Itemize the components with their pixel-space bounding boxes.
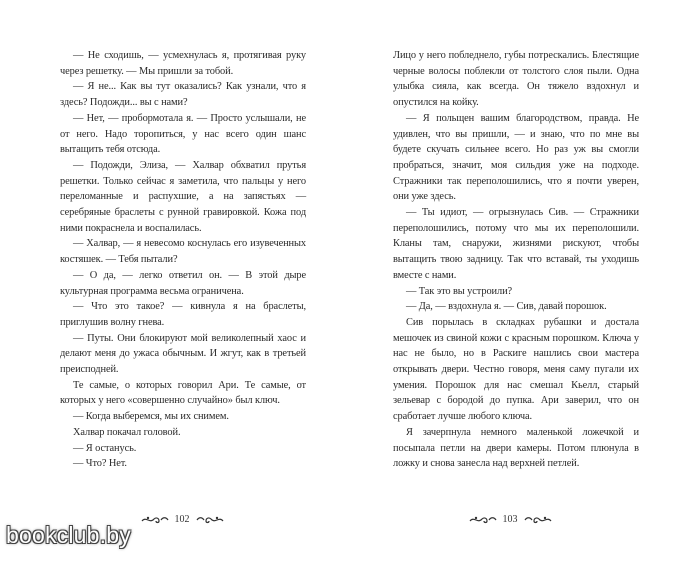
paragraph: Халвар покачал головой.: [73, 426, 181, 438]
paragraph: — Я останусь.: [73, 442, 137, 454]
paragraph: — Подожди, Элиза, — Халвар обхватил прутья решетки. Только сейчас я заметила, что пальцы у него переломанные и распухшие, а на запястьях — серебряные браслеты с рунной гравировкой. Кожа под ними покраснела и воспалилась.: [60, 159, 306, 234]
paragraph: — Я не... Как вы тут оказались? Как узнали, что я здесь? Подожди... вы с нами?: [60, 81, 306, 109]
floral-ornament-icon: [141, 515, 169, 525]
paragraph: — Нет, — пробормотала я. — Просто услышали, не от него. Надо торопиться, у нас всего один шанс вытащить тебя отсюда.: [60, 112, 306, 156]
paragraph: — Когда выберемся, мы их снимем.: [73, 411, 229, 423]
paragraph: Те самые, о которых говорил Ари. Те самые, от которых у него «совершенно случайно» был ключ.: [60, 379, 306, 407]
paragraph: — Халвар, — я невесомо коснулась его изувеченных костяшек. — Тебя пытали?: [60, 238, 306, 266]
paragraph: — Я польщен вашим благородством, правда. Не удивлен, что вы пришли, — и знаю, что по мне вы будете скучать сильнее всего. Но раз уж вы смогли пробраться, значит, моя сильдия уже на подходе. Стражники так переполошились, что я почти уверен, они уже здесь.: [393, 112, 639, 203]
paragraph: — Путы. Они блокируют мой великолепный хаос и делают меня до ужаса обычным. И жгут, как в третьей преисподней.: [60, 332, 306, 376]
floral-ornament-icon: [469, 515, 497, 525]
paragraph: — Что это такое? — кивнула я на браслеты, приглушив волну гнева.: [60, 301, 306, 328]
left-page-footer: [132, 514, 232, 525]
floral-ornament-icon: [196, 515, 224, 525]
paragraph: Сив порылась в складках рубашки и достала мешочек из свиной кожи с красным порошком. Ключа у нас не было, но в Раскиге нашлись свои мастера открывать двери. Честно говоря, меня саму пугали их умения. Порошок для нас смешал Кьелл, старый зельевар с бородой до пупка. Ари заверил, что он сработает лучше любого ключа.: [393, 316, 639, 423]
paragraph: — Да, — вздохнула я. — Сив, давай порошок.: [406, 301, 607, 313]
floral-ornament-icon: [524, 515, 552, 525]
watermark: bookclub.by: [6, 522, 131, 548]
left-page: [60, 48, 306, 472]
paragraph: Лицо у него побледнело, губы потрескались. Блестящие черные волосы поблекли от толстого слоя пыли. Одна улыбка сияла, как всегда. Он тяжело вздохнул и опустился на койку.: [393, 50, 639, 109]
paragraph: — Ты идиот, — огрызнулась Сив. — Стражники переполошились, потому что мы их переполошили. Кланы там, снаружи, жизнями рискуют, чтобы вытащить твою задницу. Так что вставай, ты уходишь вместе с нами.: [393, 207, 639, 281]
paragraph: — О да, — легко ответил он. — В этой дыре культурная программа весьма ограничена.: [60, 269, 306, 297]
right-page: [393, 48, 639, 472]
page-number: 103: [502, 514, 518, 525]
page-number: 102: [174, 514, 190, 525]
paragraph: — Так это вы устроили?: [406, 285, 513, 297]
right-page-footer: [460, 514, 560, 525]
paragraph: — Не сходишь, — усмехнулась я, протягивая руку через решетку. — Мы пришли за тобой.: [60, 50, 306, 77]
paragraph: — Что? Нет.: [73, 458, 127, 470]
paragraph: Я зачерпнула немного маленькой ложечкой и посыпала петли на двери камеры. Потом плюнула в ложку и снова занесла над верхней петлей.: [393, 426, 639, 470]
